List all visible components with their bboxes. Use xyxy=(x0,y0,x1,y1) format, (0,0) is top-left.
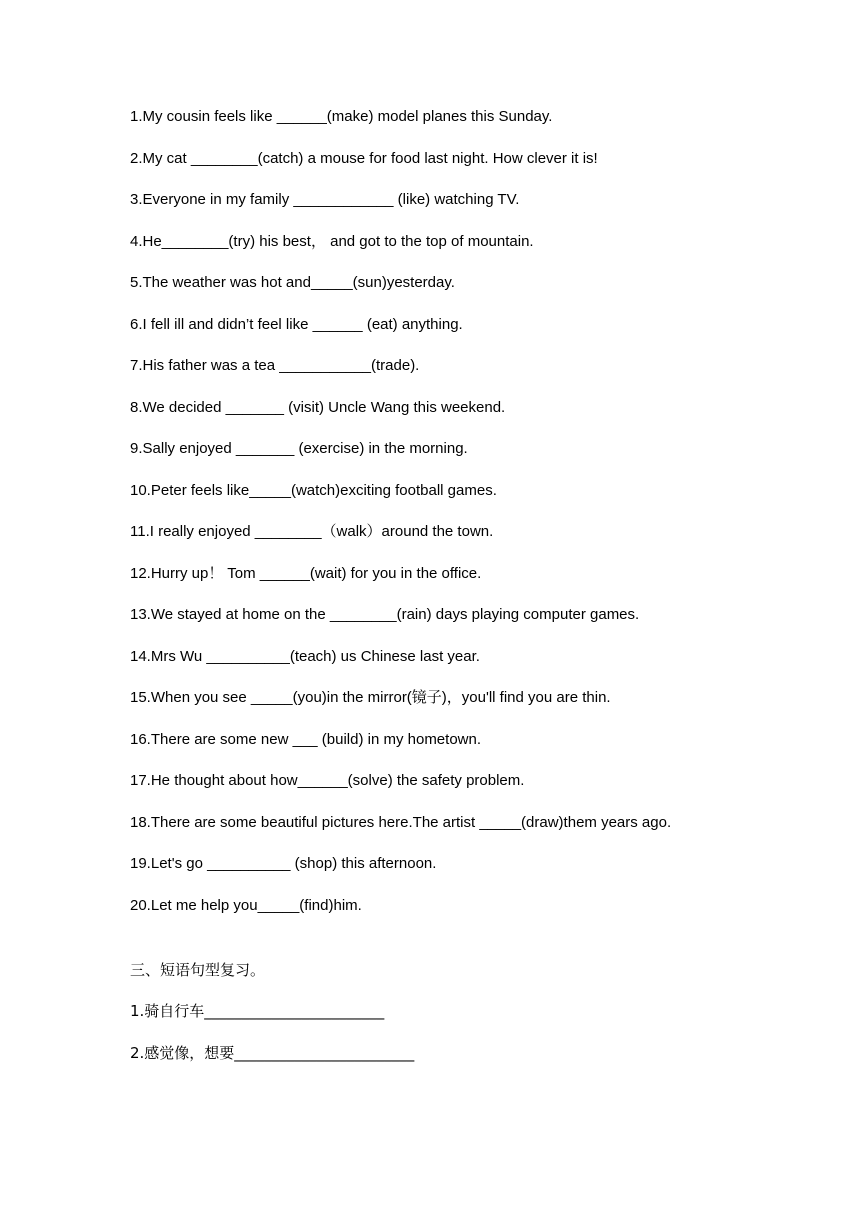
exercise-list xyxy=(130,106,810,917)
exercise-item: 6.I fell ill and didn’t feel like ______ (eat) anything. xyxy=(130,315,463,333)
exercise-item: 11.I really enjoyed ________（walk）around the town. xyxy=(130,523,494,540)
exercise-item: 10.Peter feels like_____(watch)exciting football games. xyxy=(130,481,497,499)
exercise-item: 4.He________(try) his best， and got to the top of mountain. xyxy=(130,232,534,250)
exercise-item: 15.When you see _____(you)in the mirror(镜子)，you'll find you are thin. xyxy=(130,689,611,706)
section-three xyxy=(130,959,810,1064)
phrase-item: 2.感觉像，想要________________________ xyxy=(130,1043,415,1062)
exercise-item: 7.His father was a tea ___________(trade). xyxy=(130,357,420,374)
exercise-item: 13.We stayed at home on the ________(rain) days playing computer games. xyxy=(130,606,640,623)
exercise-item: 8.We decided _______ (visit) Uncle Wang this weekend. xyxy=(130,398,506,416)
section-heading: 三、短语句型复习。 xyxy=(130,960,266,979)
phrase-item: 1.骑自行车________________________ xyxy=(130,1002,385,1020)
exercise-item: 5.The weather was hot and_____(sun)yesterday. xyxy=(130,274,455,291)
exercise-item: 19.Let's go __________ (shop) this afternoon. xyxy=(130,855,437,872)
exercise-item: 17.He thought about how______(solve) the safety problem. xyxy=(130,772,525,789)
exercise-item: 9.Sally enjoyed _______ (exercise) in the morning. xyxy=(130,440,468,457)
exercise-item: 16.There are some new ___ (build) in my hometown. xyxy=(130,730,482,748)
exercise-item: 18.There are some beautiful pictures here.The artist _____(draw)them years ago. xyxy=(130,813,672,831)
exercise-item: 2.My cat ________(catch) a mouse for food last night. How clever it is! xyxy=(130,149,598,167)
exercise-item: 14.Mrs Wu __________(teach) us Chinese last year. xyxy=(130,647,480,665)
exercise-item: 3.Everyone in my family ____________ (like) watching TV. xyxy=(130,191,520,208)
exercise-item: 12.Hurry up！ Tom ______(wait) for you in the office. xyxy=(130,564,482,582)
worksheet-content xyxy=(130,106,810,1083)
exercise-item: 1.My cousin feels like ______(make) model planes this Sunday. xyxy=(130,108,553,125)
exercise-item: 20.Let me help you_____(find)him. xyxy=(130,896,362,914)
